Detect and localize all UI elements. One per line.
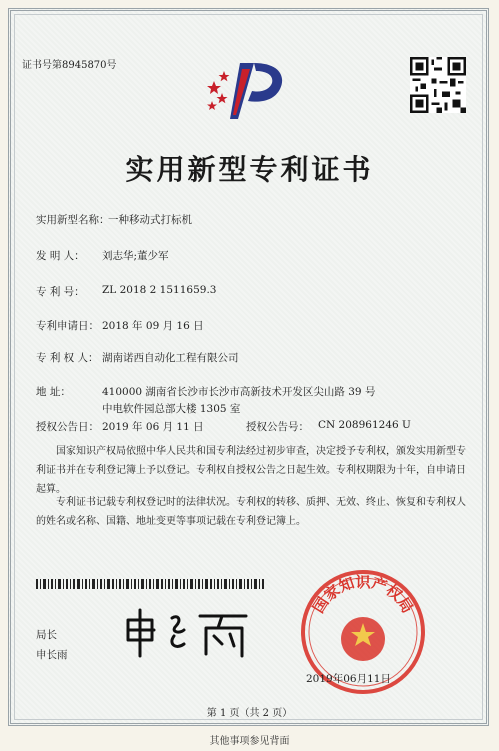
patentee-label: 专 利 权 人： (36, 352, 99, 364)
grant-number-label: 授权公告号： (246, 421, 309, 433)
patentee-value: 湖南诺西自动化工程有限公司 (102, 352, 239, 364)
patent-number-value: ZL 2018 2 1511659.3 (102, 284, 217, 296)
grant-statement-paragraph: 国家知识产权局依照中华人民共和国专利法经过初步审查，决定授予专利权，颁发实用新型专利证书并在专利登记簿上予以登记。专利权自授权公告之日起生效。专利权期限为十年，自申请日起算。 (36, 446, 466, 495)
barcode-icon (36, 579, 266, 589)
inventor-label: 发 明 人： (36, 250, 85, 262)
address-label: 地 址： (36, 386, 71, 398)
signatory-name: 申长雨 (36, 649, 68, 661)
filing-date-label: 专利申请日： (36, 320, 99, 332)
grant-date-label: 授权公告日： (36, 421, 99, 433)
cnipa-logo-icon (200, 55, 296, 123)
signature-icon (118, 606, 258, 662)
grant-date-value: 2019 年 06 月 11 日 (102, 421, 204, 433)
certificate-title: 实用新型专利证书 (125, 153, 374, 186)
qr-code-icon (410, 57, 466, 113)
filing-date-value: 2018 年 09 月 16 日 (102, 320, 204, 332)
address-line-1: 410000 湖南省长沙市长沙市高新技术开发区尖山路 39 号 (102, 386, 376, 398)
footer-note: 其他事项参见背面 (209, 736, 290, 747)
inventor-value: 刘志华;董少军 (102, 250, 169, 262)
signatory-title: 局长 (36, 629, 57, 641)
grant-number-value: CN 208961246 U (318, 419, 411, 431)
seal-text: 国家知识产权局 (309, 573, 417, 617)
certificate-number: 证书号第8945870号 (22, 60, 117, 71)
utility-name-label: 实用新型名称： (36, 214, 110, 226)
patent-number-label: 专 利 号： (36, 286, 85, 298)
utility-name-value: 一种移动式打标机 (108, 214, 192, 226)
svg-text:国家知识产权局 (309, 573, 417, 616)
address-line-2: 中电软件园总部大楼 1305 室 (102, 403, 241, 415)
legal-status-paragraph: 专利证书记载专利权登记时的法律状况。专利权的转移、质押、无效、终止、恢复和专利权人的姓名或名称、国籍、地址变更等事项记载在专利登记簿上。 (36, 497, 466, 527)
seal-date: 2019年06月11日 (306, 673, 391, 685)
page-number: 第 1 页（共 2 页） (206, 708, 293, 719)
